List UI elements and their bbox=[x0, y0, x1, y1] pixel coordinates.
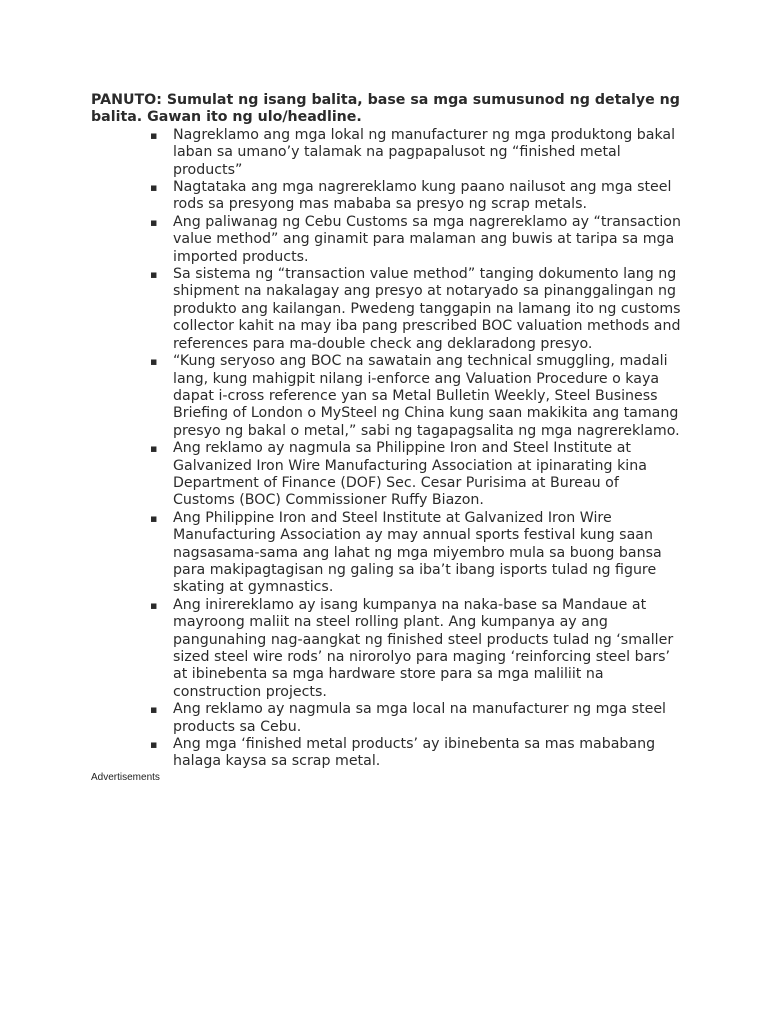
square-bullet-icon: ▪ bbox=[150, 128, 158, 142]
instruction-heading: PANUTO: Sumulat ng isang balita, base sa mga sumusunod ng detalye ng balita. Gawan ito ng ulo/headline. bbox=[91, 92, 680, 126]
advertisements-label: Advertisements bbox=[91, 771, 160, 783]
list-item-text: Ang paliwanag ng Cebu Customs sa mga nagrereklamo ay “transaction value method” ang ginamit para malaman ang buwis at taripa sa mga imported products. bbox=[173, 213, 681, 265]
list-item bbox=[91, 597, 683, 701]
list-item bbox=[91, 127, 683, 179]
detail-list bbox=[91, 127, 683, 771]
list-item-text: “Kung seryoso ang BOC na sawatain ang technical smuggling, madali lang, kung mahigpit nilang i-enforce ang Valuation Procedure o kaya dapat i-cross reference yan sa Metal Bulletin Weekly, Steel Business Briefing of London o MySteel ng China kung saan makikita ang tamang presyo ng bakal o metal,” sabi ng tagapagsalita ng mga nagrereklamo. bbox=[173, 353, 680, 439]
list-item-text: Nagreklamo ang mga lokal ng manufacturer ng mga produktong bakal laban sa umano’y talamak na pagpapalusot ng “finished metal products” bbox=[173, 126, 676, 178]
list-item bbox=[91, 440, 683, 510]
list-item bbox=[91, 510, 683, 597]
document-page bbox=[91, 92, 683, 784]
square-bullet-icon: ▪ bbox=[150, 598, 158, 612]
list-item-text: Ang Philippine Iron and Steel Institute at Galvanized Iron Wire Manufacturing Association ay may annual sports festival kung saan nagsasama-sama ang lahat ng mga miyembro mula sa buong bansa para makipagtagisan ng galing sa iba’t ibang isports tulad ng figure skating at gymnastics. bbox=[173, 509, 662, 596]
square-bullet-icon: ▪ bbox=[150, 181, 158, 195]
square-bullet-icon: ▪ bbox=[150, 268, 158, 282]
square-bullet-icon: ▪ bbox=[150, 511, 158, 525]
list-item-text: Sa sistema ng “transaction value method” tanging dokumento lang ng shipment na nakalagay ang presyo at notaryado sa pinanggalingan ng produkto ang kailangan. Pwedeng tanggapin na lamang ito ng customs collector kahit na may iba pang prescribed BOC valuation methods and references para ma-double check ang deklaradong presyo. bbox=[173, 266, 681, 352]
square-bullet-icon: ▪ bbox=[150, 738, 158, 752]
list-item-text: Nagtataka ang mga nagrereklamo kung paano nailusot ang mga steel rods sa presyong mas mababa sa presyo ng scrap metals. bbox=[173, 179, 672, 213]
list-item bbox=[91, 736, 683, 771]
square-bullet-icon: ▪ bbox=[150, 355, 158, 369]
list-item bbox=[91, 266, 683, 353]
list-item bbox=[91, 353, 683, 440]
square-bullet-icon: ▪ bbox=[150, 215, 158, 229]
square-bullet-icon: ▪ bbox=[150, 442, 158, 456]
square-bullet-icon: ▪ bbox=[150, 703, 158, 717]
list-item-text: Ang mga ‘finished metal products’ ay ibinebenta sa mas mababang halaga kaysa sa scrap metal. bbox=[173, 736, 656, 770]
list-item-text: Ang reklamo ay nagmula sa mga local na manufacturer ng mga steel products sa Cebu. bbox=[173, 701, 666, 735]
list-item-text: Ang reklamo ay nagmula sa Philippine Iron and Steel Institute at Galvanized Iron Wire Manufacturing Association at ipinarating kina Department of Finance (DOF) Sec. Cesar Purisima at Bureau of Customs (BOC) Commissioner Ruffy Biazon. bbox=[173, 440, 647, 509]
list-item bbox=[91, 179, 683, 214]
list-item bbox=[91, 214, 683, 266]
list-item bbox=[91, 701, 683, 736]
list-item-text: Ang inirereklamo ay isang kumpanya na naka-base sa Mandaue at mayroong maliit na steel rolling plant. Ang kumpanya ay ang pangunahing nag-aangkat ng finished steel products tulad ng ‘smaller sized steel wire rods’ na nirorolyo para maging ‘reinforcing steel bars’ at ibinebenta sa mga hardware store para sa mga maliliit na construction projects. bbox=[173, 596, 674, 700]
